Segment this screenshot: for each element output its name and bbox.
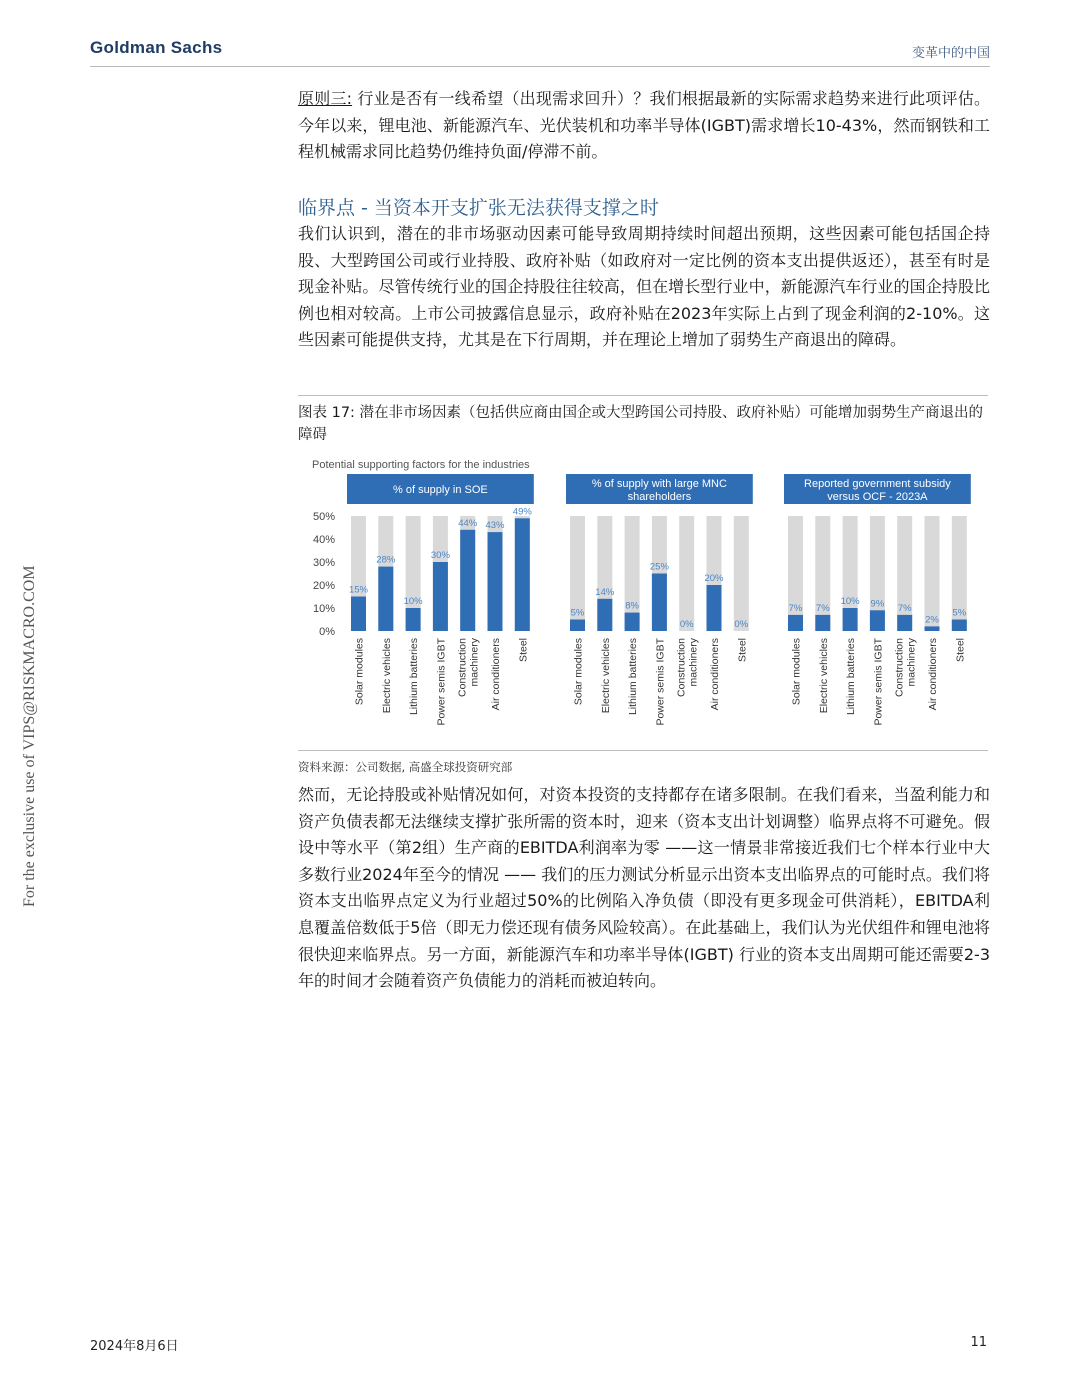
panel-header-text: Reported government subsidy: [804, 478, 951, 490]
figure-top-rule: [298, 395, 988, 396]
bar-data-label: 15%: [348, 584, 369, 596]
panel-header-text: versus OCF - 2023A: [827, 491, 928, 503]
x-category-label: Air conditioners: [709, 638, 721, 711]
y-tick-label: 40%: [312, 534, 335, 546]
x-category-label: machinery: [905, 638, 918, 687]
x-category-label: Steel: [954, 638, 967, 662]
x-category-label: Air conditioners: [927, 638, 939, 711]
x-category-label: Solar modules: [572, 638, 585, 706]
bar: [815, 615, 830, 631]
chart-panels: [347, 474, 971, 726]
x-category-label: Construction: [893, 638, 906, 697]
y-tick-label: 20%: [312, 580, 335, 592]
bar-data-label: 0%: [734, 619, 749, 630]
x-category-label: Air conditioners: [490, 638, 502, 711]
bar: [652, 574, 667, 632]
bar: [625, 613, 640, 631]
y-tick-label: 0%: [319, 626, 335, 638]
figure-chart: [298, 450, 988, 750]
bar: [433, 562, 448, 631]
bar-data-label: 43%: [485, 520, 505, 532]
figure-source-block: [298, 756, 990, 775]
x-category-label: Electric vehicles: [599, 638, 612, 714]
x-category-label: Steel: [736, 638, 749, 662]
x-category-label: Construction: [675, 638, 688, 697]
bar: [788, 615, 803, 631]
x-category-label: Power semis IGBT: [435, 638, 448, 726]
bar-data-label: 7%: [897, 602, 912, 614]
bar-data-label: 44%: [458, 517, 478, 529]
y-tick-label: 10%: [312, 603, 335, 615]
bar-background: [734, 516, 749, 631]
bar-data-label: 30%: [430, 550, 450, 561]
x-category-label: Power semis IGBT: [654, 638, 667, 726]
bar-data-label: 14%: [595, 586, 615, 598]
x-category-label: machinery: [687, 638, 700, 687]
bar: [406, 608, 421, 631]
brand-logo: Goldman Sachs: [90, 38, 223, 57]
x-category-label: Solar modules: [353, 638, 366, 706]
figure-source: 资料来源：公司数据, 高盛全球投资研究部: [298, 760, 513, 774]
section-title: 临界点 - 当资本开支扩张无法获得支撑之时: [298, 197, 659, 219]
paragraph-text: 我们认识到，潜在的非市场驱动因素可能导致周期持续时间超出预期，这些因素可能包括国企持股、大型跨国公司或行业持股、政府补贴（如政府对一定比例的资本支出提供返还），甚至有时是现金补贴。尽管传统行业的国企持股往往较高，但在增长型行业中，新能源汽车行业的国企持股比例也相对较高。上市公司披露信息显示，政府补贴在2023年实际上占到了现金利润的2-10%。这些因素可能提供支持，尤其是在下行周期，并在理论上增加了弱势生产商退出的障碍。: [298, 224, 990, 350]
bar: [707, 585, 722, 631]
paragraph-principle-three: [298, 86, 990, 166]
bar-data-label: 28%: [376, 554, 396, 566]
paragraph-non-market-factors: [298, 221, 990, 354]
bar: [351, 597, 366, 632]
panel-header-text: % of supply in SOE: [393, 484, 488, 496]
paragraph-tipping-point: [298, 782, 990, 995]
footer-date: 2024年8月6日: [90, 1339, 179, 1354]
bar: [597, 599, 612, 631]
principle-label: 原则三:: [298, 89, 353, 108]
chart-title: Potential supporting factors for the industries: [312, 459, 530, 471]
x-category-label: Electric vehicles: [380, 638, 393, 714]
bar: [460, 530, 475, 631]
bar-data-label: 49%: [512, 506, 532, 518]
bar: [897, 615, 912, 631]
x-category-label: Electric vehicles: [817, 638, 830, 714]
x-category-label: Lithium batteries: [627, 638, 640, 716]
figure-caption: 图表 17: 潜在非市场因素（包括供应商由国企或大型跨国公司持股、政府补贴）可能增加弱势生产商退出的障碍: [298, 405, 984, 443]
x-category-label: Lithium batteries: [408, 638, 421, 716]
bar-data-label: 2%: [925, 614, 939, 626]
x-category-label: machinery: [468, 638, 481, 687]
bar: [570, 620, 585, 632]
y-axis: [313, 511, 335, 638]
bar-data-label: 8%: [625, 600, 639, 612]
x-category-label: Power semis IGBT: [872, 638, 885, 726]
x-category-label: Construction: [456, 638, 469, 697]
bar: [843, 608, 858, 631]
bar: [870, 610, 885, 631]
bar-data-label: 7%: [815, 602, 830, 614]
bar-data-label: 7%: [788, 602, 803, 614]
report-title: 变革中的中国: [911, 46, 990, 61]
chart-panel: [566, 474, 753, 726]
y-tick-label: 50%: [312, 511, 335, 523]
principle-text: 行业是否有一线希望（出现需求回升）？我们根据最新的实际需求趋势来进行此项评估。今年以来，锂电池、新能源汽车、光伏装机和功率半导体(IGBT)需求增长10-43%，然而钢铁和工程机械需求同比趋势仍维持负面/停滞不前。: [298, 89, 990, 162]
bar: [515, 518, 530, 631]
section-heading-block: [298, 194, 990, 222]
bar-data-label: 20%: [704, 573, 724, 584]
bar-data-label: 9%: [870, 598, 885, 610]
bar-data-label: 5%: [570, 607, 585, 619]
page-number: 11: [970, 1335, 987, 1350]
figure-caption-block: [298, 402, 990, 446]
panel-header-text: % of supply with large MNC: [591, 478, 727, 490]
header-divider: [90, 66, 990, 67]
chart-panel: [784, 474, 971, 726]
chart-panel: [347, 474, 534, 726]
bar: [378, 567, 393, 631]
bar-data-label: 10%: [840, 596, 860, 607]
panel-header-text: shareholders: [627, 491, 692, 503]
bar: [488, 532, 503, 631]
bar: [952, 620, 967, 632]
paragraph-text: 然而，无论持股或补贴情况如何，对资本投资的支持都存在诸多限制。在我们看来，当盈利能力和资产负债表都无法继续支撑扩张所需的资本时，迎来（资本支出计划调整）临界点将不可避免。假设中等水平（第2组）生产商的EBITDA利润率为零 ——这一情景非常接近我们七个样本行业中大多数行业2024年至今的情况 —— 我们的压力测试分析显示出资本支出临界点的可能时点。我们将资本支出临界点定义为行业超过50%的比例陷入净负债（即没有更多现金可供消耗），EBITDA利息覆盖倍数低于5倍（即无力偿还现有债务风险较高）。在此基础上，我们认为光伏组件和锂电池将很快迎来临界点。另一方面，新能源汽车和功率半导体(IGBT) 行业的资本支出周期可能还需要2-3年的时间才会随着资产负债能力的消耗而被迫转向。: [298, 785, 990, 991]
bar-data-label: 5%: [952, 607, 967, 619]
bar: [925, 626, 940, 631]
side-watermark: For the exclusive use of VIPS@RISKMACRO.COM: [21, 565, 38, 907]
bar-data-label: 25%: [649, 561, 669, 573]
bar-data-label: 10%: [403, 596, 423, 607]
bar-background: [679, 516, 694, 631]
x-category-label: Solar modules: [790, 638, 803, 706]
bar-data-label: 0%: [679, 619, 694, 630]
y-tick-label: 30%: [312, 557, 335, 569]
figure-bottom-rule: [298, 750, 988, 751]
x-category-label: Steel: [517, 638, 530, 662]
x-category-label: Lithium batteries: [845, 638, 858, 716]
